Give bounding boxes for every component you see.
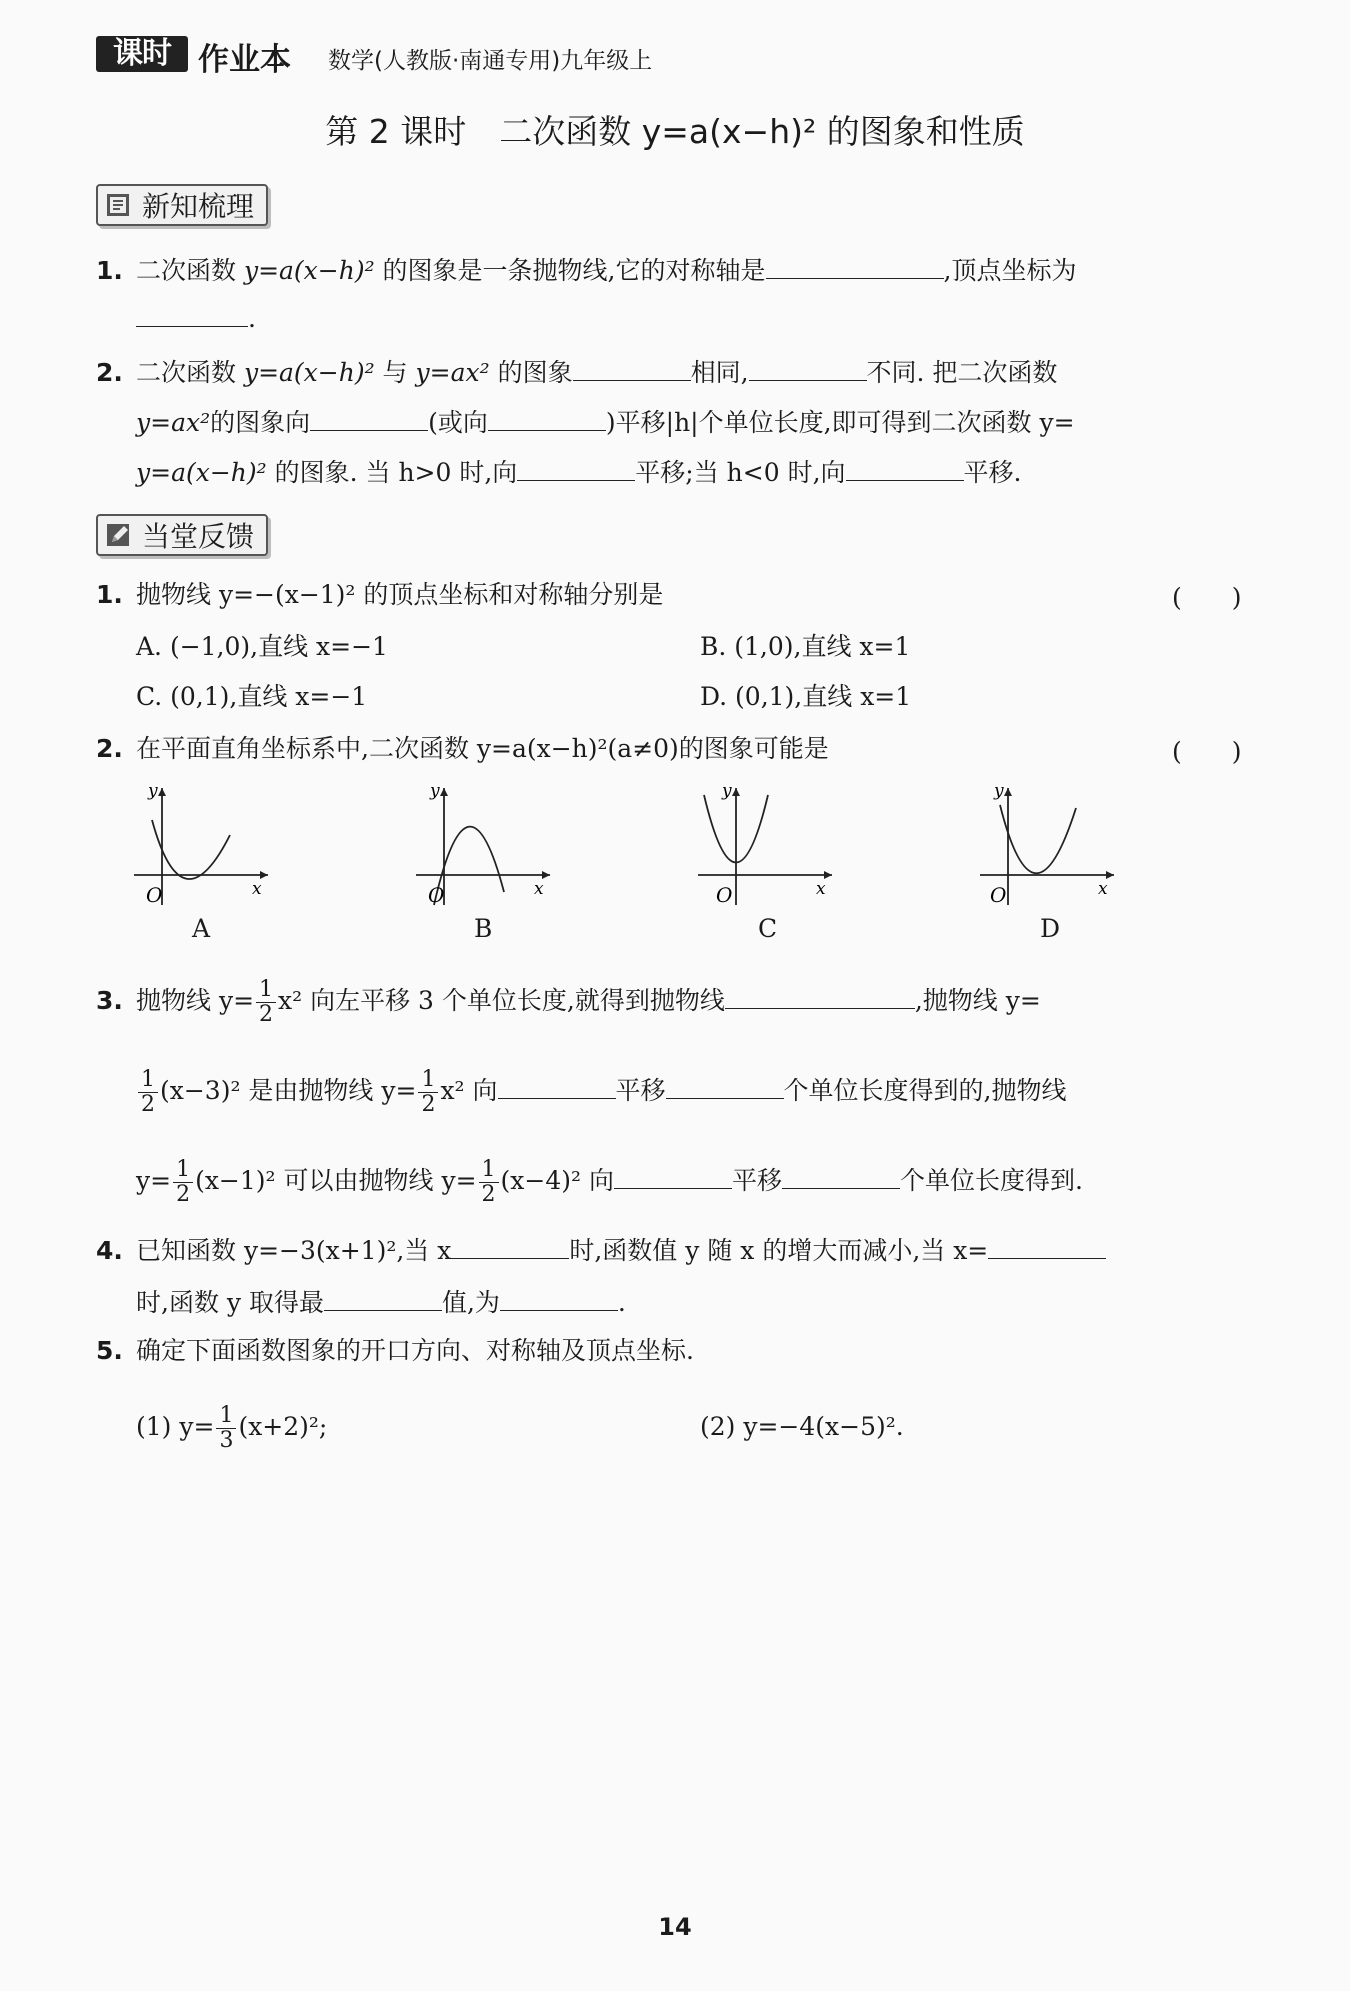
- question-text: 平移.: [963, 458, 1022, 487]
- question-text: x² 向: [440, 1076, 498, 1105]
- fraction: [479, 1158, 499, 1207]
- answer-blank[interactable]: [614, 1162, 732, 1189]
- origin-label: O: [146, 883, 163, 907]
- question-text: 确定下面函数图象的开口方向、对称轴及顶点坐标.: [136, 1336, 694, 1365]
- y-axis-label: y: [430, 781, 440, 801]
- numerator: 1: [256, 978, 276, 1003]
- question-text: .: [248, 304, 256, 333]
- numerator: 1: [138, 1068, 158, 1093]
- fraction: [138, 1068, 158, 1117]
- answer-blank[interactable]: [498, 1072, 616, 1099]
- numerator: 1: [418, 1068, 438, 1093]
- feedback-question-3-line2: [136, 1068, 1067, 1117]
- answer-blank[interactable]: [573, 354, 691, 381]
- option-c[interactable]: C. (0,1),直线 x=−1: [136, 682, 368, 711]
- question-text: ,顶点坐标为: [943, 256, 1077, 285]
- knowledge-question-1-cont: [136, 300, 256, 336]
- question-text: 时,函数 y 取得最: [136, 1288, 324, 1317]
- book-subject: 数学(人教版·南通专用)九年级上: [328, 48, 653, 74]
- section-label: 新知梳理: [142, 190, 255, 223]
- question-text: (x+2)²;: [238, 1412, 328, 1441]
- feedback-question-4-line2: [136, 1284, 626, 1320]
- question-number: 2.: [96, 358, 123, 387]
- pencil-icon: [104, 520, 134, 550]
- question-number: 2.: [96, 734, 123, 763]
- question-text: )平移|h|个单位长度,即可得到二次函数 y=: [605, 408, 1075, 437]
- feedback-question-1: [96, 578, 663, 612]
- answer-parentheses[interactable]: ( ): [1172, 583, 1242, 612]
- denominator: 2: [176, 1182, 191, 1207]
- question-text: 个单位长度得到的,抛物线: [783, 1076, 1067, 1105]
- origin-label: O: [428, 883, 445, 907]
- question-text: (或向: [428, 408, 488, 437]
- fraction: [216, 1404, 236, 1453]
- feedback-question-3-line3: [136, 1158, 1083, 1207]
- y-axis-label: y: [148, 781, 158, 801]
- question-text: 与: [374, 358, 416, 387]
- answer-blank[interactable]: [766, 252, 944, 279]
- math-expression: y=a(x−h)²: [243, 358, 375, 387]
- question-text: 的图象. 当 h>0 时,向: [266, 458, 518, 487]
- feedback-question-4: [96, 1232, 1106, 1268]
- denominator: 3: [219, 1428, 234, 1453]
- knowledge-question-2-line3: [136, 454, 1021, 490]
- answer-blank[interactable]: [310, 404, 428, 431]
- question-text: 值,为: [441, 1288, 500, 1317]
- question-text: 已知函数 y=−3(x+1)²,当 x: [136, 1236, 452, 1265]
- feedback-question-5-part-1: [136, 1404, 327, 1453]
- feedback-question-5: [96, 1334, 694, 1368]
- book-brand: 作业本: [198, 42, 291, 78]
- notebook-icon: [104, 190, 134, 220]
- graph-option-a[interactable]: [130, 780, 280, 910]
- option-a[interactable]: A. (−1,0),直线 x=−1: [136, 632, 388, 661]
- math-expression: y=a(x−h)²: [243, 256, 375, 285]
- y-axis-label: y: [722, 781, 732, 801]
- question-text: 平移: [615, 1076, 666, 1105]
- question-text: y=: [136, 1166, 172, 1195]
- question-text: 在平面直角坐标系中,二次函数 y=a(x−h)²(a≠0)的图象可能是: [136, 734, 829, 763]
- section-label: 当堂反馈: [142, 520, 255, 553]
- denominator: 2: [259, 1002, 274, 1027]
- question-text: x² 向左平移 3 个单位长度,就得到抛物线: [278, 986, 725, 1015]
- question-number: 4.: [96, 1236, 123, 1265]
- feedback-question-3: [96, 978, 1041, 1027]
- option-b[interactable]: B. (1,0),直线 x=1: [700, 632, 911, 661]
- fraction: [256, 978, 276, 1027]
- question-text: 的图象: [489, 358, 573, 387]
- question-number: 1.: [96, 580, 123, 609]
- fraction: [173, 1158, 193, 1207]
- page-number: 14: [658, 1913, 692, 1941]
- answer-blank[interactable]: [500, 1284, 618, 1311]
- section-header-knowledge: [96, 184, 268, 226]
- graph-option-c[interactable]: [694, 780, 844, 910]
- graph-label-a: A: [192, 914, 211, 943]
- question-text: 抛物线 y=−(x−1)² 的顶点坐标和对称轴分别是: [136, 580, 664, 609]
- answer-blank[interactable]: [136, 300, 248, 327]
- feedback-question-5-part-2: (2) y=−4(x−5)².: [700, 1412, 904, 1441]
- question-text: 平移;当 h<0 时,向: [635, 458, 846, 487]
- question-text: (x−3)² 是由抛物线 y=: [160, 1076, 417, 1105]
- graph-label-b: B: [474, 914, 493, 943]
- fraction: [418, 1068, 438, 1117]
- question-number: 5.: [96, 1336, 123, 1365]
- math-expression: y=ax²: [415, 358, 490, 387]
- answer-blank[interactable]: [782, 1162, 900, 1189]
- graph-option-d[interactable]: [976, 780, 1126, 910]
- knowledge-question-2: [96, 354, 1057, 390]
- question-text: .: [617, 1288, 626, 1317]
- answer-blank[interactable]: [749, 354, 867, 381]
- origin-label: O: [990, 883, 1007, 907]
- question-text: 个单位长度得到.: [899, 1166, 1083, 1195]
- knowledge-question-1: [96, 252, 1076, 288]
- numerator: 1: [173, 1158, 193, 1183]
- question-text: 的图象向: [210, 408, 311, 437]
- question-text: 不同. 把二次函数: [866, 358, 1058, 387]
- question-text: (1) y=: [136, 1412, 215, 1441]
- feedback-question-2: [96, 732, 829, 766]
- answer-blank[interactable]: [988, 1232, 1106, 1259]
- question-number: 1.: [96, 256, 123, 285]
- question-text: (x−4)² 向: [500, 1166, 614, 1195]
- denominator: 2: [421, 1092, 436, 1117]
- question-text: 二次函数: [136, 256, 244, 285]
- question-text: 相同,: [690, 358, 749, 387]
- graph-option-b[interactable]: [412, 780, 562, 910]
- knowledge-question-2-line2: [136, 404, 1075, 440]
- question-text: ,抛物线 y=: [914, 986, 1041, 1015]
- section-header-feedback: [96, 514, 268, 556]
- answer-blank[interactable]: [666, 1072, 784, 1099]
- origin-label: O: [716, 883, 733, 907]
- question-number: 3.: [96, 986, 123, 1015]
- x-axis-label: x: [816, 879, 826, 899]
- question-text: 时,函数值 y 随 x 的增大而减小,当 x=: [569, 1236, 989, 1265]
- question-text: 的图象是一条抛物线,它的对称轴是: [374, 256, 766, 285]
- answer-blank[interactable]: [517, 454, 635, 481]
- question-text: 抛物线 y=: [136, 986, 255, 1015]
- answer-blank[interactable]: [324, 1284, 442, 1311]
- lesson-title: 第 2 课时 二次函数 y=a(x−h)² 的图象和性质: [325, 112, 1025, 151]
- question-text: (x−1)² 可以由抛物线 y=: [195, 1166, 477, 1195]
- math-expression: y=ax²: [136, 408, 211, 437]
- x-axis-label: x: [252, 879, 262, 899]
- numerator: 1: [479, 1158, 499, 1183]
- answer-blank[interactable]: [725, 982, 915, 1009]
- answer-blank[interactable]: [451, 1232, 569, 1259]
- question-text: 平移: [731, 1166, 782, 1195]
- math-expression: y=a(x−h)²: [136, 458, 267, 487]
- graph-label-d: D: [1040, 914, 1061, 943]
- answer-parentheses[interactable]: ( ): [1172, 737, 1242, 766]
- denominator: 2: [141, 1092, 155, 1117]
- answer-blank[interactable]: [846, 454, 964, 481]
- question-text: 二次函数: [136, 358, 244, 387]
- book-logo: 课时: [96, 36, 188, 72]
- answer-blank[interactable]: [488, 404, 606, 431]
- numerator: 1: [216, 1404, 236, 1429]
- x-axis-label: x: [534, 879, 544, 899]
- y-axis-label: y: [994, 781, 1004, 801]
- option-d[interactable]: D. (0,1),直线 x=1: [700, 682, 912, 711]
- graph-label-c: C: [758, 914, 778, 943]
- x-axis-label: x: [1098, 879, 1108, 899]
- denominator: 2: [481, 1182, 496, 1207]
